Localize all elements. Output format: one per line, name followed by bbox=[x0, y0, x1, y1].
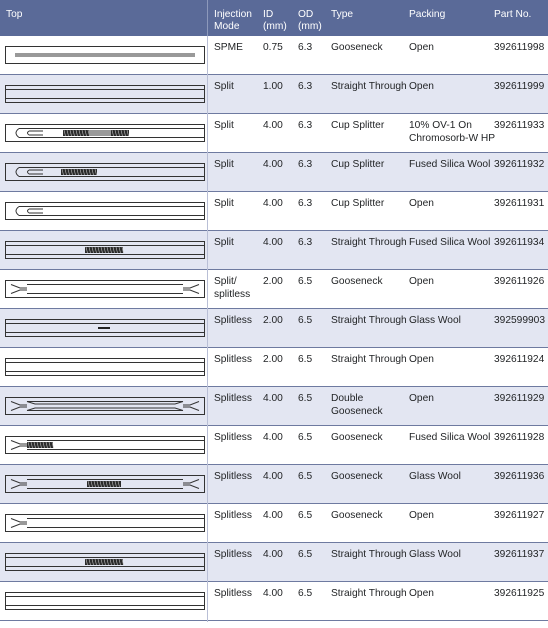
id-cell: 4.00 bbox=[263, 393, 283, 404]
packing-cell-line: Open bbox=[409, 354, 434, 365]
packing-cell bbox=[409, 276, 434, 289]
packing-cell bbox=[409, 315, 461, 328]
injection-mode-cell bbox=[214, 42, 243, 55]
od-cell: 6.3 bbox=[298, 81, 313, 92]
injection-mode-cell-line: Split bbox=[214, 159, 234, 170]
type-cell-line: Straight Through bbox=[331, 588, 407, 599]
od-cell: 6.5 bbox=[298, 393, 313, 404]
injection-mode-cell-line: Splitless bbox=[214, 315, 252, 326]
od-cell: 6.5 bbox=[298, 510, 313, 521]
injection-mode-cell-line: Splitless bbox=[214, 588, 252, 599]
part-no-cell: 392611929 bbox=[494, 393, 545, 404]
id-cell: 4.00 bbox=[263, 549, 283, 560]
liner-illustration bbox=[5, 46, 205, 64]
id-cell: 2.00 bbox=[263, 354, 283, 365]
part-no-cell: 392611998 bbox=[494, 42, 545, 53]
part-no-cell: 392611928 bbox=[494, 432, 545, 443]
wool-packing bbox=[85, 559, 124, 565]
packing-cell-line: Open bbox=[409, 393, 434, 404]
part-no-cell: 392611933 bbox=[494, 120, 545, 131]
packing-cell-line: Fused Silica Wool bbox=[409, 432, 491, 443]
packing-cell-line: Glass Wool bbox=[409, 549, 461, 560]
part-no-cell: 392611927 bbox=[494, 510, 545, 521]
od-cell: 6.5 bbox=[298, 432, 313, 443]
packing-cell bbox=[409, 237, 490, 250]
injection-mode-cell bbox=[214, 354, 252, 367]
wool-packing bbox=[63, 130, 90, 136]
packing-cell bbox=[409, 393, 434, 406]
type-cell bbox=[331, 120, 384, 133]
packing-cell bbox=[409, 471, 461, 484]
liner-illustration bbox=[5, 475, 205, 493]
od-cell: 6.5 bbox=[298, 354, 313, 365]
header-packing: Packing bbox=[409, 9, 446, 20]
type-cell bbox=[331, 159, 384, 172]
table-row bbox=[0, 582, 548, 621]
type-cell bbox=[331, 393, 383, 418]
part-no-cell: 392611999 bbox=[494, 81, 545, 92]
wool-packing bbox=[27, 442, 54, 448]
row-divider bbox=[0, 620, 548, 621]
od-cell: 6.3 bbox=[298, 159, 313, 170]
od-cell: 6.3 bbox=[298, 42, 313, 53]
liner-illustration bbox=[5, 436, 205, 454]
od-cell: 6.5 bbox=[298, 315, 313, 326]
injection-mode-cell bbox=[214, 315, 252, 328]
type-cell bbox=[331, 588, 407, 601]
header-id: ID (mm) bbox=[263, 9, 287, 32]
injection-mode-cell bbox=[214, 237, 234, 250]
id-cell: 4.00 bbox=[263, 510, 283, 521]
table-row bbox=[0, 231, 548, 270]
type-cell bbox=[331, 549, 407, 562]
injection-mode-cell bbox=[214, 393, 252, 406]
table-row bbox=[0, 387, 548, 426]
id-cell: 4.00 bbox=[263, 588, 283, 599]
type-cell-line: Cup Splitter bbox=[331, 159, 385, 170]
part-no-cell: 392611932 bbox=[494, 159, 545, 170]
injection-mode-cell-line: Splitless bbox=[214, 549, 252, 560]
wool-packing bbox=[111, 130, 129, 136]
liner-illustration bbox=[5, 592, 205, 610]
packing-cell-line: Glass Wool bbox=[409, 471, 461, 482]
packing-cell-line: Fused Silica Wool bbox=[409, 237, 491, 248]
packing-cell bbox=[409, 549, 461, 562]
injection-mode-cell-line: Splitless bbox=[214, 471, 252, 482]
part-no-cell: 392611936 bbox=[494, 471, 545, 482]
part-no-cell: 392611937 bbox=[494, 549, 545, 560]
packing-cell bbox=[409, 81, 434, 94]
part-no-cell: 392599903 bbox=[494, 315, 545, 326]
id-cell: 4.00 bbox=[263, 432, 283, 443]
packing-cell-line: Open bbox=[409, 198, 434, 209]
liner-illustration bbox=[5, 358, 205, 376]
type-cell-line: Gooseneck bbox=[331, 432, 383, 443]
packing-cell bbox=[409, 510, 434, 523]
type-cell-line: Gooseneck bbox=[331, 42, 383, 53]
table-row bbox=[0, 153, 548, 192]
table-row bbox=[0, 465, 548, 504]
type-cell bbox=[331, 432, 383, 445]
part-no-cell: 392611934 bbox=[494, 237, 545, 248]
type-cell bbox=[331, 276, 383, 289]
header-part-no: Part No. bbox=[494, 9, 532, 20]
injection-mode-cell bbox=[214, 159, 234, 172]
injection-mode-cell-line: Split/ bbox=[214, 276, 237, 287]
table-row bbox=[0, 192, 548, 231]
od-cell: 6.3 bbox=[298, 198, 313, 209]
liner-illustration bbox=[5, 124, 205, 142]
type-cell bbox=[331, 237, 407, 250]
table-row bbox=[0, 36, 548, 75]
packing-cell bbox=[409, 588, 434, 601]
liner-illustration bbox=[5, 85, 205, 103]
header-injection-mode: Injection Mode bbox=[214, 9, 252, 32]
packing-cell-line: Open bbox=[409, 81, 434, 92]
type-cell-line: Straight Through bbox=[331, 237, 407, 248]
id-cell: 2.00 bbox=[263, 315, 283, 326]
packing-cell bbox=[409, 42, 434, 55]
wool-packing bbox=[87, 481, 121, 487]
type-cell-line: Straight Through bbox=[331, 315, 407, 326]
injection-mode-cell-line: splitless bbox=[214, 288, 251, 300]
table-row bbox=[0, 270, 548, 309]
liner-illustration bbox=[5, 553, 205, 571]
part-no-cell: 392611931 bbox=[494, 198, 545, 209]
od-cell: 6.3 bbox=[298, 237, 313, 248]
injection-mode-cell bbox=[214, 276, 250, 301]
column-divider bbox=[207, 36, 208, 622]
injection-mode-cell-line: Splitless bbox=[214, 354, 252, 365]
id-cell: 1.00 bbox=[263, 81, 283, 92]
type-cell-line: Straight Through bbox=[331, 81, 407, 92]
liner-illustration bbox=[5, 397, 205, 415]
id-cell: 0.75 bbox=[263, 42, 283, 53]
injection-mode-cell bbox=[214, 549, 252, 562]
injection-mode-cell bbox=[214, 432, 252, 445]
id-cell: 4.00 bbox=[263, 471, 283, 482]
injection-mode-cell-line: SPME bbox=[214, 42, 243, 53]
type-cell bbox=[331, 315, 407, 328]
id-cell: 2.00 bbox=[263, 276, 283, 287]
injection-mode-cell-line: Split bbox=[214, 120, 234, 131]
type-cell bbox=[331, 81, 407, 94]
type-cell-line: Straight Through bbox=[331, 549, 407, 560]
injection-mode-cell-line: Split bbox=[214, 81, 234, 92]
injection-mode-cell-line: Splitless bbox=[214, 432, 252, 443]
part-no-cell: 392611925 bbox=[494, 588, 545, 599]
table-row bbox=[0, 426, 548, 465]
liner-illustration bbox=[5, 241, 205, 259]
part-no-cell: 392611926 bbox=[494, 276, 545, 287]
type-cell-line: Gooseneck bbox=[331, 510, 383, 521]
header-divider bbox=[207, 0, 208, 36]
type-cell-line: Cup Splitter bbox=[331, 198, 385, 209]
injection-mode-cell bbox=[214, 198, 234, 211]
wool-packing bbox=[61, 169, 97, 175]
wool-packing bbox=[85, 247, 124, 253]
id-cell: 4.00 bbox=[263, 159, 283, 170]
injection-mode-cell bbox=[214, 120, 234, 133]
packing-cell bbox=[409, 198, 434, 211]
part-no-cell: 392611924 bbox=[494, 354, 545, 365]
packing-cell-line: Chromosorb-W HP bbox=[409, 132, 496, 144]
od-cell: 6.5 bbox=[298, 276, 313, 287]
id-cell: 4.00 bbox=[263, 120, 283, 131]
liner-illustration bbox=[5, 202, 205, 220]
type-cell bbox=[331, 471, 383, 484]
packing-cell bbox=[409, 432, 490, 445]
packing-cell-line: Fused Silica Wool bbox=[409, 159, 491, 170]
injection-mode-cell bbox=[214, 588, 252, 601]
type-cell bbox=[331, 42, 383, 55]
type-cell-line: Straight Through bbox=[331, 354, 407, 365]
table-row bbox=[0, 543, 548, 582]
id-cell: 4.00 bbox=[263, 237, 283, 248]
packing-cell-line: Open bbox=[409, 510, 434, 521]
type-cell-line: Gooseneck bbox=[331, 471, 383, 482]
liner-illustration bbox=[5, 514, 205, 532]
table-row bbox=[0, 504, 548, 543]
table-header bbox=[0, 0, 548, 36]
od-cell: 6.5 bbox=[298, 588, 313, 599]
type-cell-line: Gooseneck bbox=[331, 276, 383, 287]
packing-cell bbox=[409, 354, 434, 367]
od-cell: 6.5 bbox=[298, 549, 313, 560]
id-cell: 4.00 bbox=[263, 198, 283, 209]
type-cell bbox=[331, 354, 407, 367]
table-row bbox=[0, 348, 548, 387]
packing-cell bbox=[409, 120, 495, 145]
injection-mode-cell-line: Split bbox=[214, 198, 234, 209]
type-cell-line: Double bbox=[331, 393, 364, 404]
header-type: Type bbox=[331, 9, 354, 20]
liner-illustration bbox=[5, 319, 205, 337]
packing-cell-line: Open bbox=[409, 588, 434, 599]
type-cell-line: Gooseneck bbox=[331, 405, 383, 417]
injection-mode-cell bbox=[214, 81, 234, 94]
packing-cell-line: 10% OV-1 On bbox=[409, 120, 472, 131]
liner-illustration bbox=[5, 280, 205, 298]
header-top: Top bbox=[6, 9, 23, 20]
packing-cell-line: Open bbox=[409, 276, 434, 287]
injection-mode-cell-line: Splitless bbox=[214, 393, 252, 404]
packing-cell-line: Open bbox=[409, 42, 434, 53]
table-row bbox=[0, 309, 548, 348]
injection-mode-cell bbox=[214, 510, 252, 523]
type-cell bbox=[331, 510, 383, 523]
type-cell-line: Cup Splitter bbox=[331, 120, 385, 131]
header-od: OD (mm) bbox=[298, 9, 322, 32]
injection-mode-cell-line: Split bbox=[214, 237, 234, 248]
injection-mode-cell-line: Splitless bbox=[214, 510, 252, 521]
table-row bbox=[0, 75, 548, 114]
packing-cell bbox=[409, 159, 490, 172]
liner-illustration bbox=[5, 163, 205, 181]
table-row bbox=[0, 114, 548, 153]
injection-mode-cell bbox=[214, 471, 252, 484]
packing-cell-line: Glass Wool bbox=[409, 315, 461, 326]
od-cell: 6.3 bbox=[298, 120, 313, 131]
od-cell: 6.5 bbox=[298, 471, 313, 482]
type-cell bbox=[331, 198, 384, 211]
